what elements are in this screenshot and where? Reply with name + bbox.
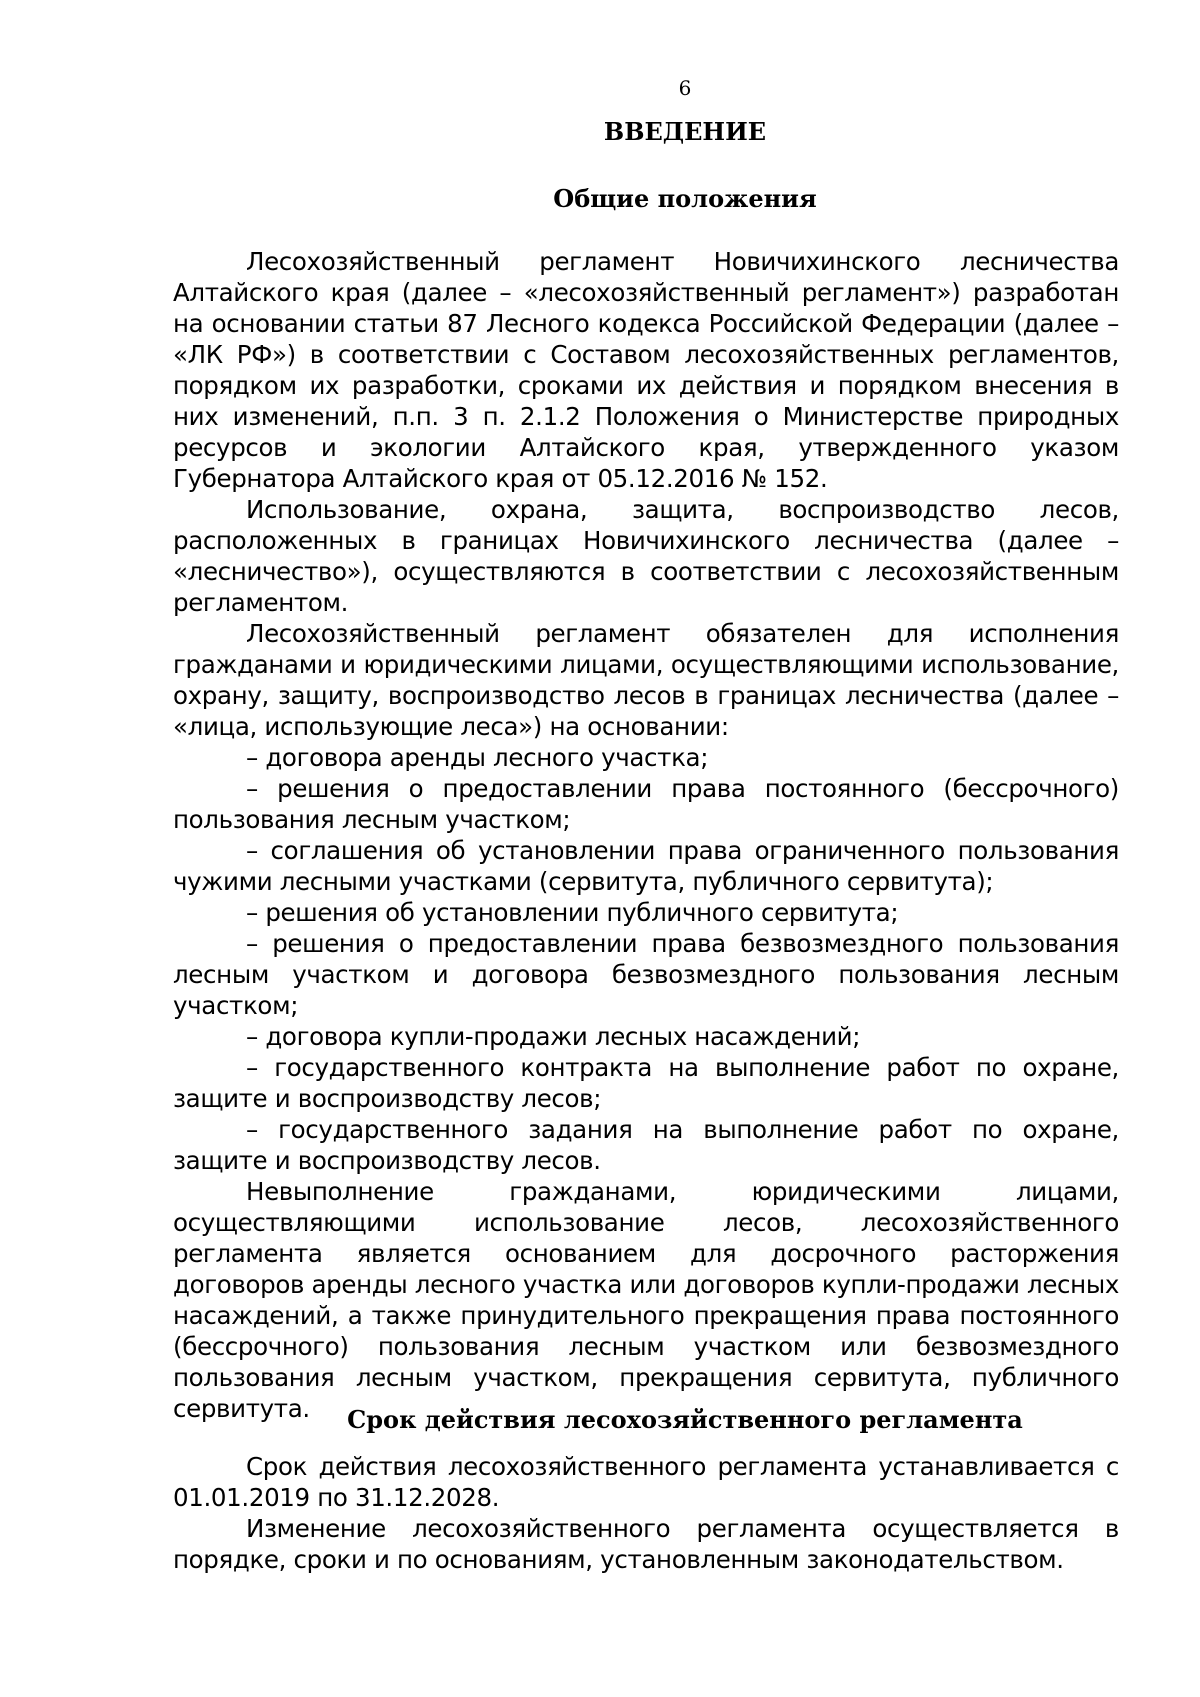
paragraph-amendment: Изменение лесохозяйственного регламента осуществляется в порядке, сроки и по основаниям, установленным законодательством. — [173, 1514, 1119, 1574]
heading-introduction: ВВЕДЕНИЕ — [603, 117, 767, 146]
heading-validity-period: Срок действия лесохозяйственного регламента — [347, 1405, 1023, 1434]
list-item-lease-agreement: – договора аренды лесного участка; — [246, 743, 709, 772]
heading-general-provisions: Общие положения — [553, 184, 817, 213]
list-item-state-contract: – государственного контракта на выполнение работ по охране, защите и воспроизводству лесов; — [173, 1053, 1119, 1113]
list-item-state-assignment: – государственного задания на выполнение работ по охране, защите и воспроизводству лесов. — [173, 1115, 1119, 1175]
paragraph-validity-dates: Срок действия лесохозяйственного регламента устанавливается с 01.01.2019 по 31.12.2028. — [173, 1452, 1119, 1512]
list-item-sale-contract: – договора купли-продажи лесных насаждений; — [246, 1022, 861, 1051]
list-item-permanent-use: – решения о предоставлении права постоянного (бессрочного) пользования лесным участком; — [173, 774, 1119, 834]
paragraph-mandatory: Лесохозяйственный регламент обязателен для исполнения гражданами и юридическими лицами, осуществляющими использование, охрану, защиту, воспроизводство лесов в границах лесничества (далее – «лица, использующие леса») на основании: — [173, 619, 1119, 741]
list-item-servitude-agreement: – соглашения об установлении права ограниченного пользования чужими лесными участками (сервитута, публичного сервитута); — [173, 836, 1119, 896]
general-provisions-body — [173, 246, 1119, 1424]
paragraph-forest-use: Использование, охрана, защита, воспроизводство лесов, расположенных в границах Новичихинского лесничества (далее – «лесничество»), осуществляются в соответствии с лесохозяйственным регламентом. — [173, 495, 1119, 617]
paragraph-regulation-basis: Лесохозяйственный регламент Новичихинского лесничества Алтайского края (далее – «лесохозяйственный регламент») разработан на основании статьи 87 Лесного кодекса Российской Федерации (далее – «ЛК РФ») в соответствии с Составом лесохозяйственных регламентов, порядком их разработки, сроками их действия и порядком внесения в них изменений, п.п. 3 п. 2.1.2 Положения о Министерстве природных ресурсов и экологии Алтайского края, утвержденного указом Губернатора Алтайского края от 05.12.2016 № 152. — [173, 247, 1119, 493]
page-number: 6 — [678, 76, 692, 100]
validity-period-body — [173, 1451, 1119, 1575]
list-item-free-use: – решения о предоставлении права безвозмездного пользования лесным участком и договора безвозмездного пользования лесным участком; — [173, 929, 1119, 1020]
list-item-public-servitude: – решения об установлении публичного сервитута; — [246, 898, 899, 927]
paragraph-non-compliance: Невыполнение гражданами, юридическими лицами, осуществляющими использование лесов, лесохозяйственного регламента является основанием для досрочного расторжения договоров аренды лесного участка или договоров купли-продажи лесных насаждений, а также принудительного прекращения права постоянного (бессрочного) пользования лесным участком или безвозмездного пользования лесным участком, прекращения сервитута, публичного сервитута. — [173, 1177, 1119, 1423]
